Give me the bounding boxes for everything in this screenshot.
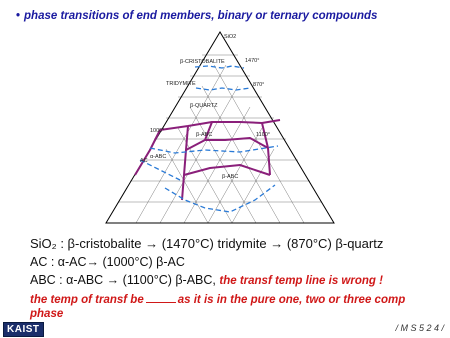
kaist-logo: KAIST xyxy=(3,322,44,337)
bullet-icon: • xyxy=(16,10,21,22)
caption-abc-note: the transf temp line is wrong ! xyxy=(219,275,383,287)
label-1000: 1000° xyxy=(150,128,165,134)
label-tridymite: TRIDYMITE xyxy=(166,81,196,87)
caption-abc xyxy=(30,273,383,287)
caption-transf-a: the temp of transf be xyxy=(30,294,144,306)
label-ac: AC xyxy=(140,158,148,164)
caption-transf-note xyxy=(30,293,430,321)
label-abc-top: β-ABC xyxy=(196,132,213,138)
label-1100: 1100° xyxy=(256,132,271,138)
label-870: 870° xyxy=(253,82,265,88)
apex-label: SiO2 xyxy=(224,34,237,40)
caption-transf-b: as it is in the pure one, two or three comp phase xyxy=(30,294,406,320)
page-footer: / M S 5 2 4 / xyxy=(395,323,444,333)
caption-sio2: SiO₂ : β-cristobalite → (1470°C) tridymite → (870°C) β-quartz xyxy=(30,236,384,251)
blank-line xyxy=(146,302,176,303)
caption-abc-text: ABC : α-ABC → (1100°C) β-ABC, xyxy=(30,273,220,287)
label-abc-mid: β-ABC xyxy=(222,174,239,180)
title-text: phase transitions of end members, binary or ternary compounds xyxy=(24,10,378,22)
label-abc-left: α-ABC xyxy=(150,154,167,160)
label-cristobalite: β-CRISTOBALITE xyxy=(180,59,225,65)
label-quartz: β-QUARTZ xyxy=(190,103,218,109)
caption-ac: AC : α-AC→ (1000°C) β-AC xyxy=(30,255,185,269)
label-1470: 1470° xyxy=(245,58,260,64)
